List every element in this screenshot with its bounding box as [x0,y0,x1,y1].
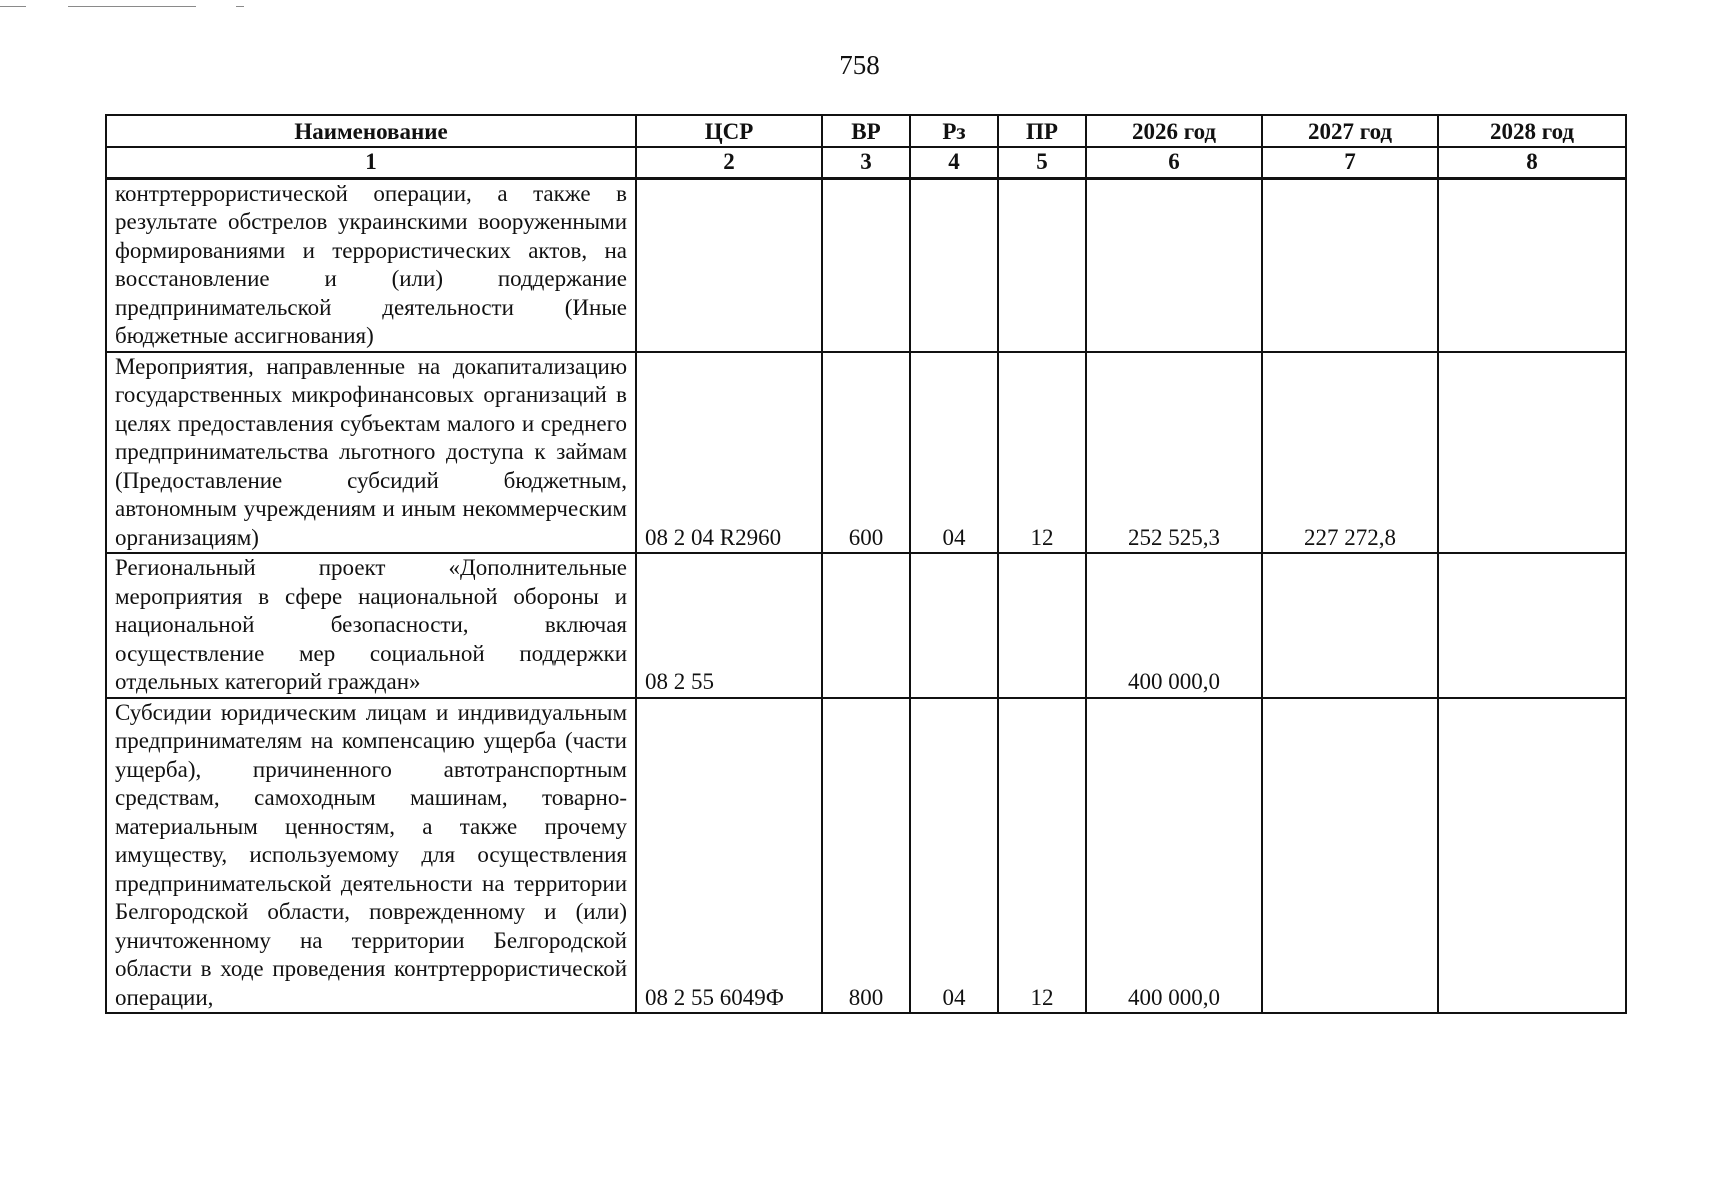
scan-mark [0,6,26,7]
row-2026 [1086,178,1262,352]
row-2027 [1262,178,1438,352]
row-vr [822,553,910,698]
row-2026: 400 000,0 [1086,553,1262,698]
column-number: 2 [636,147,822,178]
header-2028: 2028 год [1438,115,1626,147]
column-number: 3 [822,147,910,178]
row-pr [998,553,1086,698]
row-name: контртеррористической операции, а также в результате обстрелов украинскими вооруженными формированиями и террористических актов, на восстановление и (или) поддержание предпринимательской деятельности (Иные бюджетные ассигнования) [106,178,636,352]
header-name: Наименование [106,115,636,147]
row-vr: 800 [822,698,910,1014]
row-rz: 04 [910,698,998,1014]
header-2027: 2027 год [1262,115,1438,147]
row-name: Мероприятия, направленные на докапитализацию государственных микрофинансовых организаций в целях предоставления субъектам малого и среднего предпринимательства льготного доступа к займам (Предоставление субсидий бюджетным, автономным учреждениям и иным некоммерческим организациям) [106,352,636,554]
scan-mark [236,6,244,7]
row-csr: 08 2 04 R2960 [636,352,822,554]
row-csr: 08 2 55 [636,553,822,698]
header-row [106,115,1626,147]
page-number: 758 [839,50,880,80]
scan-mark [68,6,196,7]
row-rz [910,178,998,352]
row-vr: 600 [822,352,910,554]
row-2028 [1438,553,1626,698]
row-name: Субсидии юридическим лицам и индивидуальным предпринимателям на компенсацию ущерба (части ущерба), причиненного автотранспортным средствам, самоходным машинам, товарно-материальным ценностям, а также прочему имуществу, используемому для осуществления предпринимательской деятельности на территории Белгородской области, поврежденному и (или) уничтоженному на территории Белгородской области в ходе проведения контртеррористической операции, [106,698,636,1014]
row-csr [636,178,822,352]
row-2028 [1438,352,1626,554]
header-csr: ЦСР [636,115,822,147]
column-number: 8 [1438,147,1626,178]
header-vr: ВР [822,115,910,147]
column-number: 4 [910,147,998,178]
header-2026: 2026 год [1086,115,1262,147]
row-2027 [1262,553,1438,698]
budget-table [105,114,1627,1014]
row-2028 [1438,698,1626,1014]
row-2026: 252 525,3 [1086,352,1262,554]
row-2027: 227 272,8 [1262,352,1438,554]
column-number: 5 [998,147,1086,178]
table-row [106,553,1626,698]
column-number: 6 [1086,147,1262,178]
header-rz: Рз [910,115,998,147]
row-2027 [1262,698,1438,1014]
column-number-row [106,147,1626,178]
row-2026: 400 000,0 [1086,698,1262,1014]
column-number: 7 [1262,147,1438,178]
header-pr: ПР [998,115,1086,147]
row-pr: 12 [998,698,1086,1014]
table-row [106,178,1626,352]
row-2028 [1438,178,1626,352]
row-csr: 08 2 55 6049Ф [636,698,822,1014]
table-row [106,352,1626,554]
row-rz: 04 [910,352,998,554]
row-vr [822,178,910,352]
column-number: 1 [106,147,636,178]
row-rz [910,553,998,698]
row-name: Региональный проект «Дополнительные мероприятия в сфере национальной обороны и национальной безопасности, включая осуществление мер социальной поддержки отдельных категорий граждан» [106,553,636,698]
table-row [106,698,1626,1014]
row-pr [998,178,1086,352]
row-pr: 12 [998,352,1086,554]
